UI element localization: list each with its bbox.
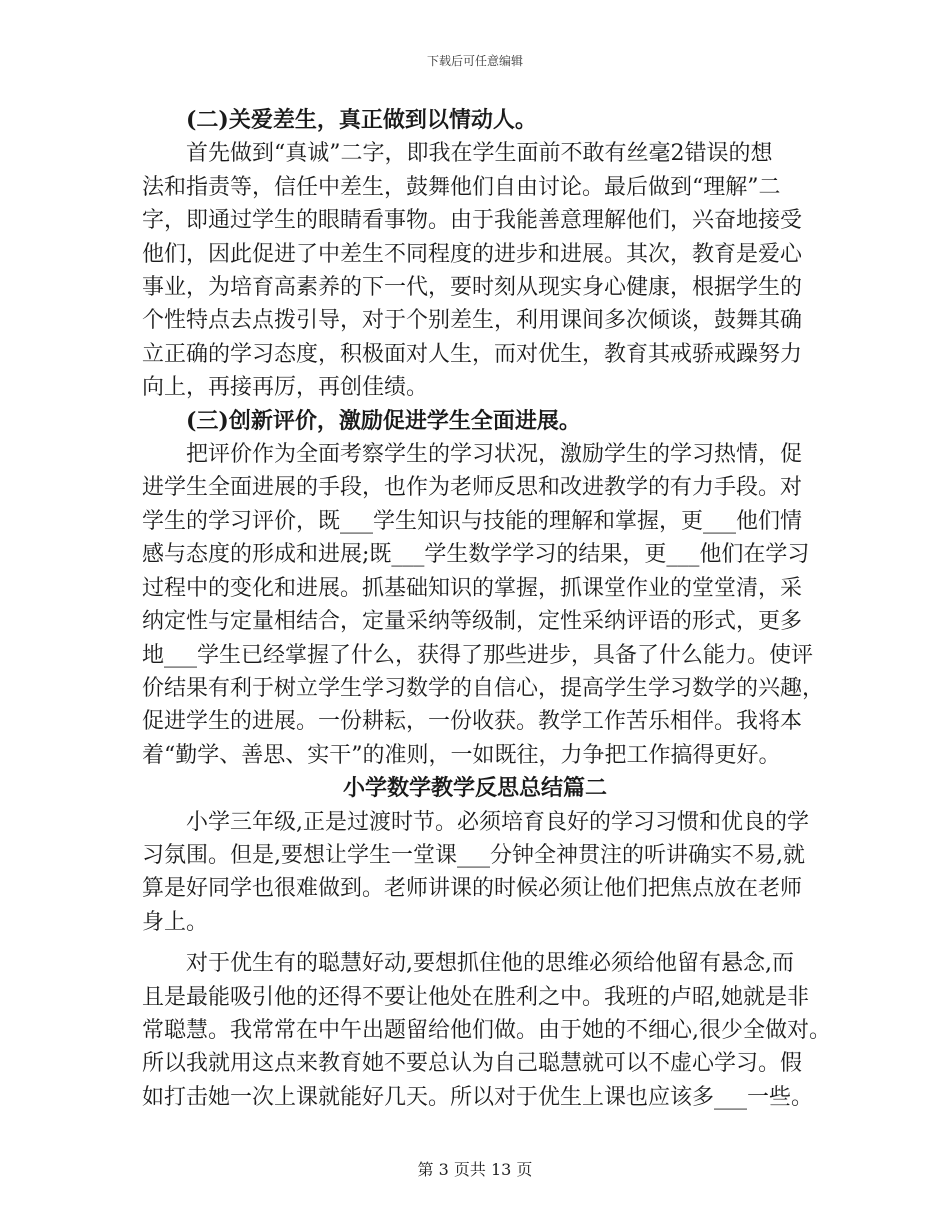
paragraph-line: 立正确的学习态度，积极面对人生，而对优生，教育其戒骄戒躁努力 bbox=[142, 341, 803, 367]
page-footer: 第 3 页共 13 页 bbox=[417, 1160, 533, 1179]
paragraph-line: 常聪慧。我常常在中午出题留给他们做。由于她的不细心,很少全做对。 bbox=[142, 1017, 831, 1043]
paragraph-line: 他们，因此促进了中差生不同程度的进步和进展。其次，教育是爱心 bbox=[142, 241, 803, 267]
paragraph-line: 字，即通过学生的眼睛看事物。由于我能善意理解他们，兴奋地接受 bbox=[142, 208, 803, 234]
document-title: 小学数学教学反思总结篇二 bbox=[342, 775, 607, 802]
paragraph-first-line: 对于优生有的聪慧好动,要想抓住他的思维必须给他留有悬念,而 bbox=[186, 951, 794, 977]
paragraph-line: 个性特点去点拨引导，对于个别差生，利用课间多次倾谈，鼓舞其确 bbox=[142, 308, 803, 334]
paragraph-line: 算是好同学也很难做到。老师讲课的时候必须让他们把焦点放在老师 bbox=[142, 876, 803, 902]
paragraph-first-line: 首先做到“真诚”二字，即我在学生面前不敢有丝毫2错误的想 bbox=[186, 141, 773, 167]
header-note: 下载后可任意编辑 bbox=[426, 54, 523, 68]
paragraph-gap bbox=[142, 939, 808, 947]
section-heading: (三)创新评价，激励促进学生全面进展。 bbox=[186, 407, 581, 434]
paragraph-line: 感与态度的形成和进展;既___学生数学学习的结果，更___他们在学习 bbox=[142, 542, 810, 568]
paragraph-line: 纳定性与定量相结合，定量采纳等级制，定性采纳评语的形式，更多 bbox=[142, 609, 803, 635]
paragraph-line: 过程中的变化和进展。抓基础知识的掌握，抓课堂作业的堂堂清，采 bbox=[142, 575, 803, 601]
paragraph-line: 促进学生的进展。一份耕耘，一份收获。教学工作苦乐相伴。我将本 bbox=[142, 709, 803, 735]
document-body bbox=[142, 104, 831, 1114]
paragraph-line: 地___学生已经掌握了什么，获得了那些进步，具备了什么能力。使评 bbox=[142, 642, 814, 668]
paragraph-line: 事业，为培育高素养的下一代，要时刻从现实身心健康，根据学生的 bbox=[142, 275, 803, 301]
paragraph-first-line: 把评价作为全面考察学生的学习状况，激励学生的学习热情，促 bbox=[186, 442, 803, 468]
paragraph-line: 着“勤学、善思、实干”的准则，一如既往，力争把工作搞得更好。 bbox=[142, 742, 781, 768]
paragraph-line: 如打击她一次上课就能好几天。所以对于优生上课也应该多___一些。 bbox=[142, 1084, 814, 1110]
paragraph-line: 向上，再接再厉，再创佳绩。 bbox=[142, 375, 429, 401]
section-heading: (二)关爱差生，真正做到以情动人。 bbox=[186, 107, 537, 133]
paragraph-line: 价结果有利于树立学生学习数学的自信心，提高学生学习数学的兴趣， bbox=[142, 675, 825, 701]
paragraph-line: 身上。 bbox=[142, 909, 209, 935]
paragraph-line: 且是最能吸引他的还得不要让他处在胜利之中。我班的卢昭,她就是非 bbox=[142, 984, 809, 1010]
paragraph-line: 学生的学习评价，既___学生知识与技能的理解和掌握，更___他们情 bbox=[142, 508, 803, 534]
paragraph-first-line: 小学三年级,正是过渡时节。必须培育良好的学习习惯和优良的学 bbox=[186, 809, 809, 835]
paragraph-line: 进学生全面进展的手段，也作为老师反思和改进教学的有力手段。对 bbox=[142, 475, 803, 501]
paragraph-line: 法和指责等，信任中差生，鼓舞他们自由讨论。最后做到“理解”二 bbox=[142, 174, 781, 200]
paragraph-line: 所以我就用这点来教育她不要总认为自己聪慧就可以不虚心学习。假 bbox=[142, 1051, 803, 1077]
paragraph-line: 习氛围。但是,要想让学生一堂课___分钟全神贯注的听讲确实不易,就 bbox=[142, 842, 805, 868]
